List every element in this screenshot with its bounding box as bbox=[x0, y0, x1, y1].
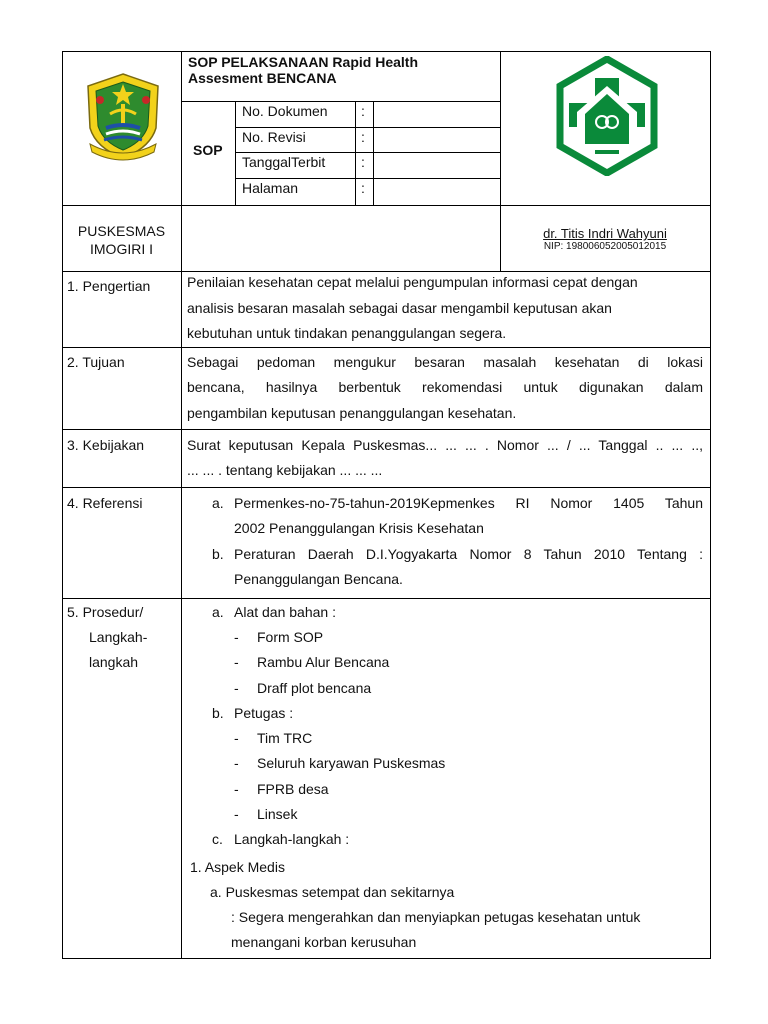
section-line-3 bbox=[62, 487, 711, 488]
border-top bbox=[62, 51, 711, 52]
header-bottom-line bbox=[62, 205, 711, 206]
border-bottom bbox=[62, 958, 711, 959]
puskesmas-logo-icon bbox=[555, 56, 659, 176]
section-3-line-2: ... ... . tentang kebijakan ... ... ... bbox=[187, 462, 383, 478]
proc-b-item-2: Seluruh karyawan Puskesmas bbox=[257, 755, 446, 771]
dash-a1: - bbox=[234, 629, 239, 645]
section-5-label-2: Langkah- bbox=[89, 629, 148, 645]
header-divider-left bbox=[181, 51, 182, 959]
proc-b-item-1: Tim TRC bbox=[257, 730, 313, 746]
field-label-dokumen: No. Dokumen bbox=[242, 103, 328, 119]
section-3-label: 3. Kebijakan bbox=[67, 437, 145, 453]
field-col-2 bbox=[355, 101, 356, 205]
ref-a-line-2: 2002 Penanggulangan Krisis Kesehatan bbox=[234, 520, 484, 536]
dash-b2: - bbox=[234, 755, 239, 771]
title-bottom-line bbox=[181, 101, 500, 102]
ref-b-line-2: Penanggulangan Bencana. bbox=[234, 571, 403, 587]
signer-nip: NIP: 198006052005012015 bbox=[543, 241, 667, 252]
proc-a-label: Alat dan bahan : bbox=[234, 604, 336, 620]
section-3-line-1: Surat keputusan Kepala Puskesmas... ... ... . Nomor ... / ... Tanggal .. ... .., bbox=[187, 437, 703, 453]
field-colon-tanggal: : bbox=[361, 154, 365, 170]
aspek-medis-a-text-2: menangani korban kerusuhan bbox=[231, 934, 417, 950]
section-line-4 bbox=[62, 598, 711, 599]
dash-b3: - bbox=[234, 781, 239, 797]
section-2-line-1: Sebagai pedoman mengukur besaran masalah kesehatan di lokasi bbox=[187, 354, 703, 370]
section-1-label: 1. Pengertian bbox=[67, 278, 151, 294]
field-colon-dokumen: : bbox=[361, 103, 365, 119]
signer-name: dr. Titis Indri Wahyuni bbox=[543, 226, 667, 241]
border-right bbox=[710, 51, 711, 959]
proc-a-item-1: Form SOP bbox=[257, 629, 324, 645]
ref-b-line-1: Peraturan Daerah D.I.Yogyakarta Nomor 8 Tahun 2010 Tentang : bbox=[234, 546, 703, 562]
dash-b1: - bbox=[234, 730, 239, 746]
section-line-0 bbox=[62, 271, 711, 272]
org-name-line-1: PUSKESMAS bbox=[77, 223, 166, 239]
field-label-tanggal: TanggalTerbit bbox=[242, 154, 326, 170]
field-label-halaman: Halaman bbox=[242, 180, 299, 196]
proc-a-marker: a. bbox=[212, 604, 224, 620]
section-2-label: 2. Tujuan bbox=[67, 354, 125, 370]
ref-a-marker: a. bbox=[212, 495, 224, 511]
document-title bbox=[188, 54, 418, 86]
title-line-1: SOP PELAKSANAAN Rapid Health bbox=[188, 54, 418, 70]
section-2-line-2: bencana, hasilnya berbentuk rekomendasi untuk digunakan dalam bbox=[187, 379, 703, 395]
proc-b-marker: b. bbox=[212, 705, 224, 721]
ref-b-marker: b. bbox=[212, 546, 224, 562]
dash-a2: - bbox=[234, 654, 239, 670]
proc-c-label: Langkah-langkah : bbox=[234, 831, 350, 847]
proc-c-marker: c. bbox=[212, 831, 223, 847]
aspek-medis: 1. Aspek Medis bbox=[190, 859, 285, 875]
border-left bbox=[62, 51, 63, 959]
aspek-medis-a-text-1: : Segera mengerahkan dan menyiapkan petugas kesehatan untuk bbox=[231, 909, 641, 925]
title-line-2: Assesment BENCANA bbox=[188, 70, 337, 86]
proc-a-item-2: Rambu Alur Bencana bbox=[257, 654, 390, 670]
field-col-1 bbox=[235, 101, 236, 205]
proc-b-item-4: Linsek bbox=[257, 806, 298, 822]
section-line-2 bbox=[62, 429, 711, 430]
section-1-line-1: Penilaian kesehatan cepat melalui pengumpulan informasi cepat dengan bbox=[187, 274, 638, 290]
regency-emblem-icon bbox=[80, 70, 166, 162]
proc-a-item-3: Draff plot bencana bbox=[257, 680, 372, 696]
field-colon-halaman: : bbox=[361, 180, 365, 196]
section-2-line-3: pengambilan keputusan penanggulangan kesehatan. bbox=[187, 405, 517, 421]
field-colon-revisi: : bbox=[361, 129, 365, 145]
section-4-label: 4. Referensi bbox=[67, 495, 143, 511]
section-5-label-1: 5. Prosedur/ bbox=[67, 604, 144, 620]
org-name-line-2: IMOGIRI I bbox=[90, 241, 153, 257]
dash-b4: - bbox=[234, 806, 239, 822]
section-5-label-3: langkah bbox=[89, 654, 139, 670]
ref-a-line-1: Permenkes-no-75-tahun-2019Kepmenkes RI Nomor 1405 Tahun bbox=[234, 495, 703, 511]
proc-b-label: Petugas : bbox=[234, 705, 294, 721]
field-col-3 bbox=[373, 101, 374, 205]
section-1-line-3: kebutuhan untuk tindakan penanggulangan segera. bbox=[187, 325, 507, 341]
aspek-medis-a: a. Puskesmas setempat dan sekitarnya bbox=[210, 884, 455, 900]
field-label-revisi: No. Revisi bbox=[242, 129, 306, 145]
dash-a3: - bbox=[234, 680, 239, 696]
proc-b-item-3: FPRB desa bbox=[257, 781, 329, 797]
org-name bbox=[62, 222, 181, 258]
section-1-line-2: analisis besaran masalah sebagai dasar mengambil keputusan akan bbox=[187, 300, 612, 316]
section-line-1 bbox=[62, 347, 711, 348]
sop-label: SOP bbox=[193, 142, 223, 158]
